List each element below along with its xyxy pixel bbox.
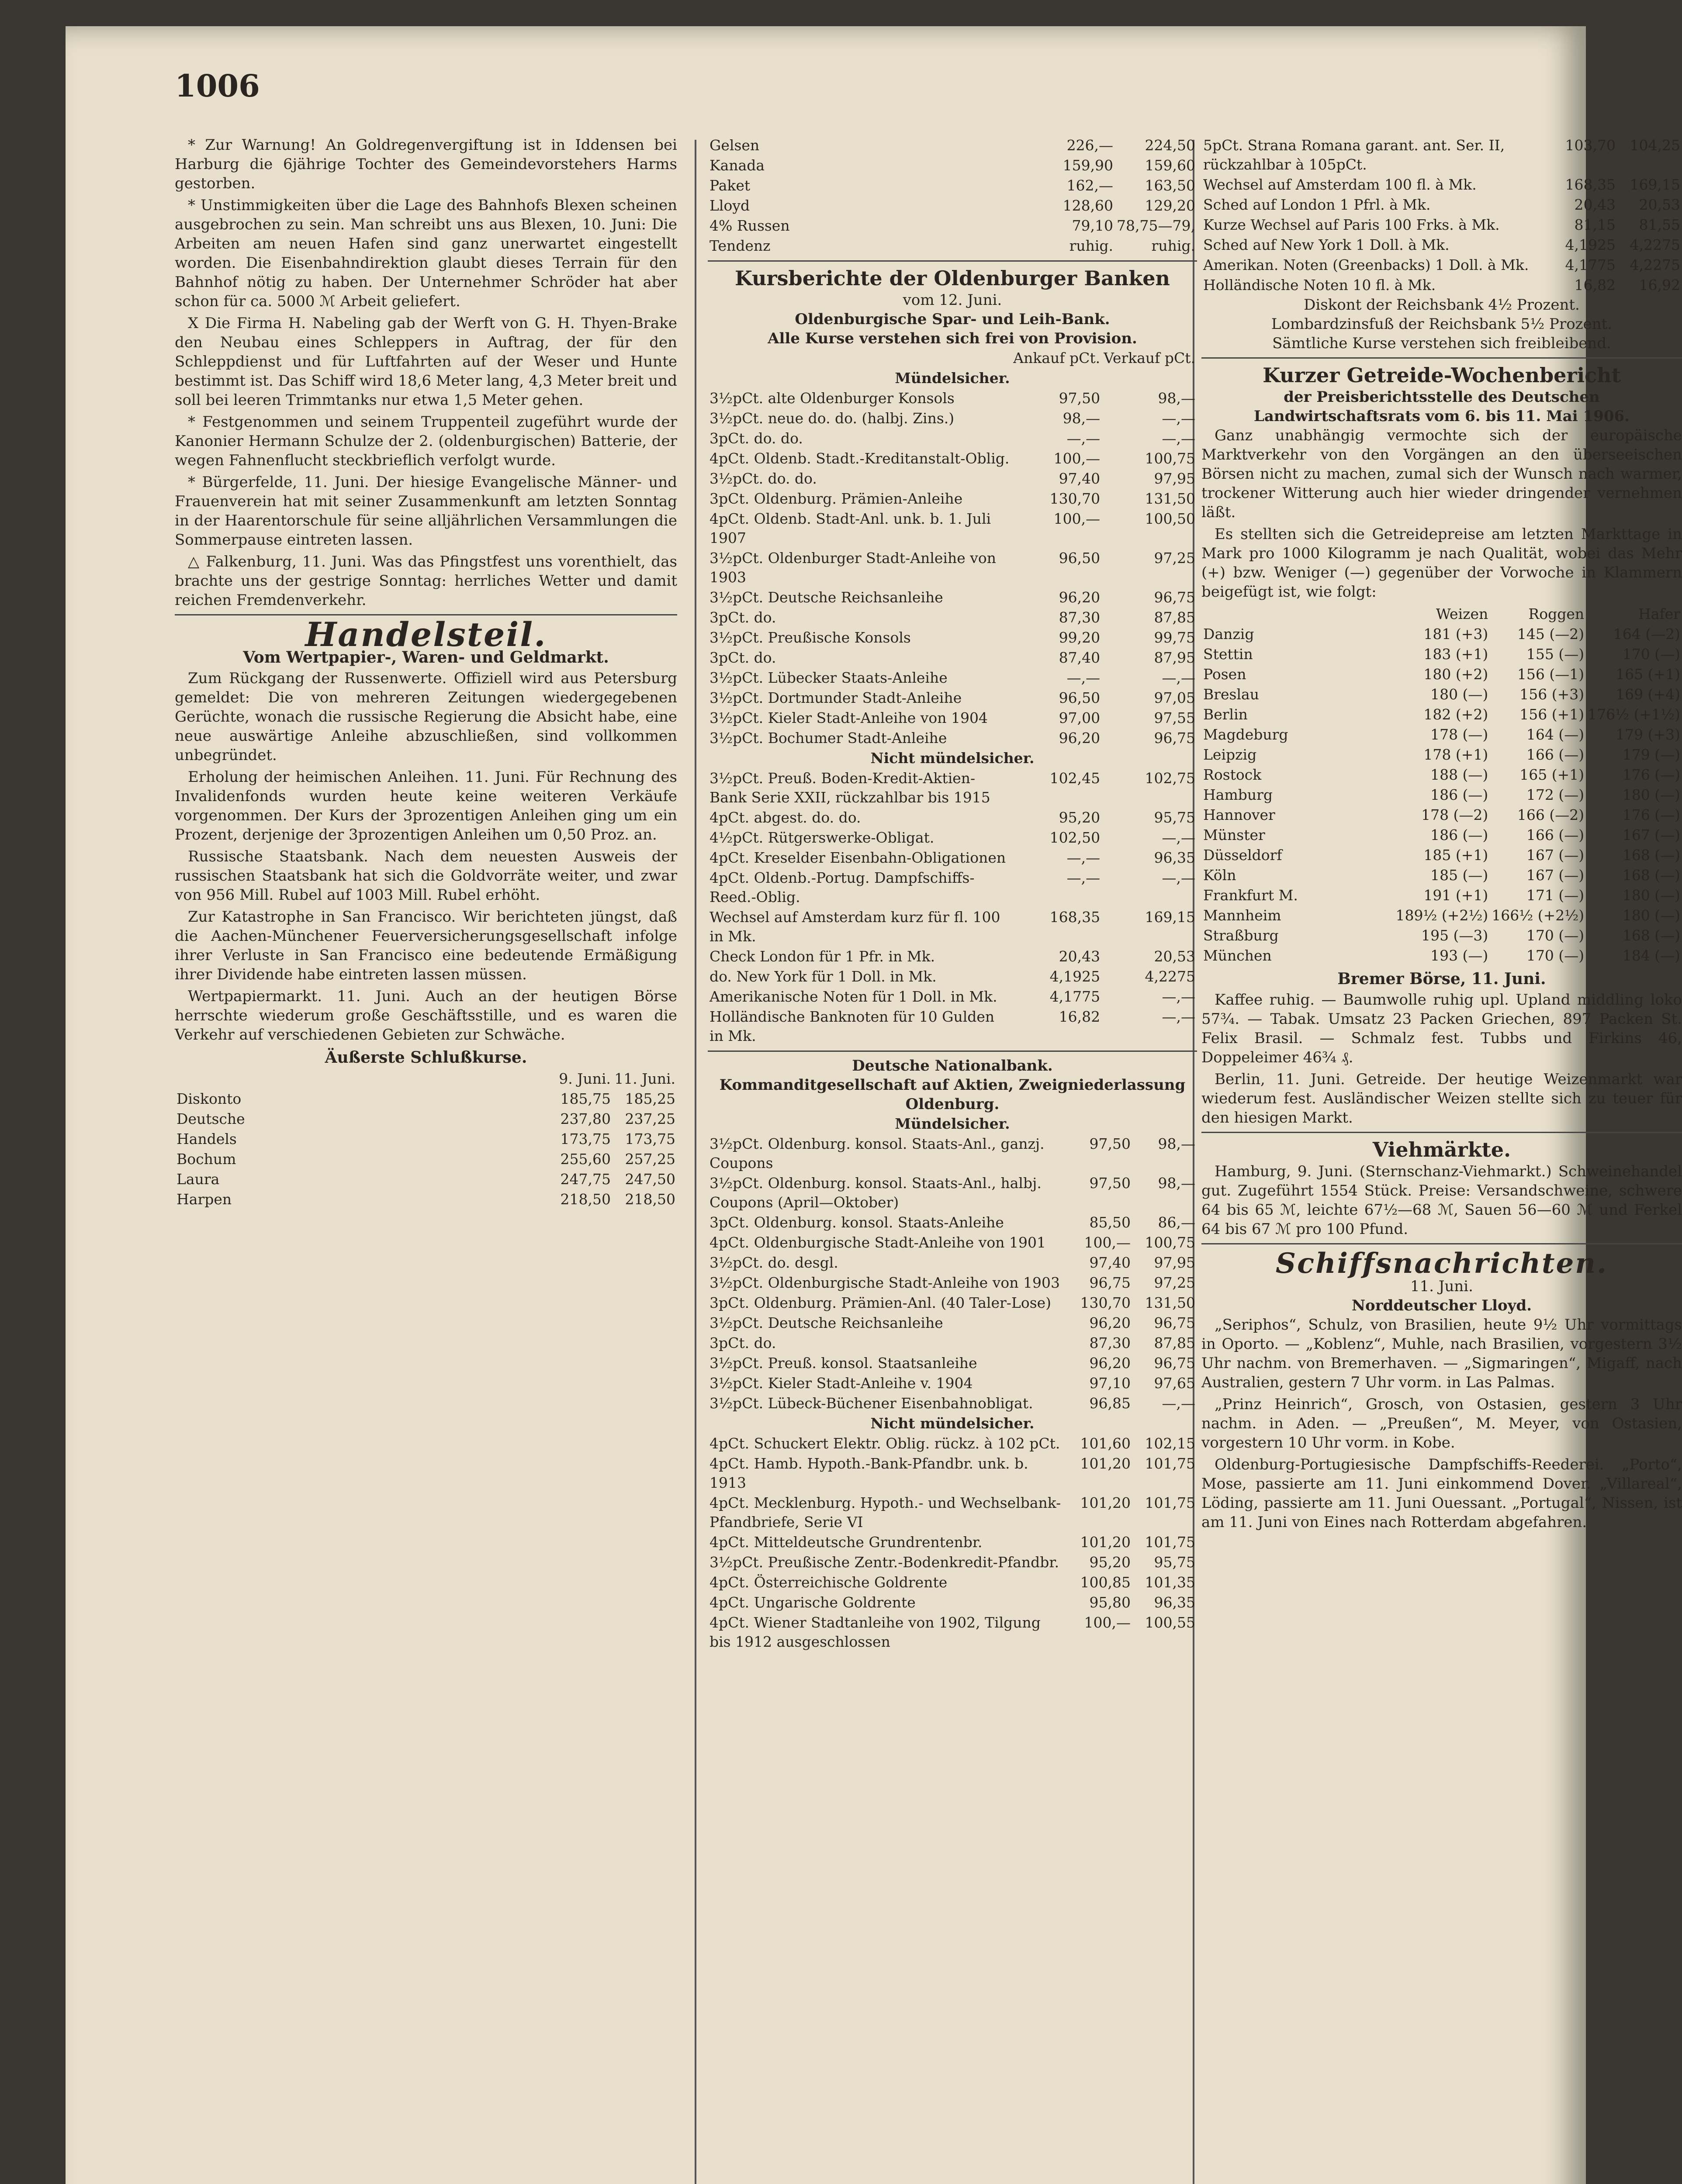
table-row: Handels 173,75 173,75 — [177, 1130, 675, 1147]
news-item: „Prinz Heinrich“, Grosch, von Ostasien, gestern 3 Uhr nachm. in Aden. — „Preußen“, M. Meyer, von Ostasien, vorgestern 10 Uhr vorm. in Kobe. — [1201, 1396, 1682, 1451]
table-row: 3½pCt. Oldenburg. konsol. Staats-Anl., halbj. Coupons (April—Oktober) 97,50 98,— — [709, 1175, 1195, 1211]
table-row: Kanada 159,90 159,60 — [709, 157, 1195, 174]
table-row: Mannheim 189½ (+2½) 166½ (+2½) 180 (—) — [1203, 907, 1680, 924]
news-item: * Unstimmigkeiten über die Lage des Bahnhofs Blexen scheinen ausgebrochen zu sein. Man schreibt uns aus Blexen, 10. Juni: Die Arbeiten am neuen Hafen sind ganz unerwartet eingestellt worden. Die Eisenbahndirektion glaubt dieses Terrain für den Bahnhof nötig zu haben. Der Unternehmer Schröder hat aber schon für ca. 5000 ℳ Arbeit geliefert. — [175, 197, 677, 310]
bank1-table — [708, 348, 1197, 1046]
table-row: Kurze Wechsel auf Paris 100 Frks. à Mk. 81,15 81,55 — [1203, 216, 1680, 233]
table-row: 3pCt. Oldenburg. Prämien-Anleihe 130,70 131,50 — [709, 490, 1195, 507]
news-item: Ganz unabhängig vermochte sich der europäische Marktverkehr von den Vorgängen an den überseeischen Börsen nicht zu machen, zumal sich der Wunsch nach warmer, trockener Witterung auch hier wieder dringender vernehmen läßt. — [1201, 427, 1682, 521]
section-title-handelsteil: Handelsteil. — [305, 615, 547, 654]
table-row: Düsseldorf 185 (+1) 167 (—) 168 (—) — [1203, 847, 1680, 864]
column-1 — [175, 135, 677, 2184]
table-row: Bochum 255,60 257,25 — [177, 1151, 675, 1168]
table-header: Ankauf pCt. Verkauf pCt. — [1013, 349, 1195, 366]
table-row: Lloyd 128,60 129,20 — [709, 197, 1195, 214]
table-row: Wechsel auf Amsterdam 100 fl. à Mk. 168,35 169,15 — [1203, 176, 1680, 193]
divider — [1201, 1243, 1682, 1244]
table-row: Deutsche 237,80 237,25 — [177, 1110, 675, 1127]
table-row: Wechsel auf Amsterdam kurz für fl. 100 in Mk. 168,35 169,15 — [709, 909, 1195, 945]
divider — [1201, 1132, 1682, 1133]
table-row: 4pCt. Mecklenburg. Hypoth.- und Wechselbank-Pfandbriefe, Serie VI 101,20 101,75 — [709, 1494, 1195, 1531]
table-row: 4pCt. Schuckert Elektr. Oblig. rückz. à 102 pCt. 101,60 102,15 — [709, 1435, 1195, 1452]
table-row: 3½pCt. Preußische Konsols 99,20 99,75 — [709, 629, 1195, 646]
section-date: vom 12. Juni. — [903, 291, 1002, 309]
grain-prices-table — [1201, 604, 1682, 966]
table-row: 3½pCt. Preuß. konsol. Staatsanleihe 96,20 96,75 — [709, 1355, 1195, 1372]
section-subtitle: der Preisberichtsstelle des Deutschen Landwirtschaftsrats vom 6. bis 11. Mai 1906. — [1253, 388, 1630, 425]
table-row: 3pCt. do. do. —,— —,— — [709, 430, 1195, 447]
newspaper-page — [66, 26, 1682, 2184]
table-row: 3pCt. do. 87,30 87,85 — [709, 1334, 1195, 1351]
table-row: 3½pCt. Kieler Stadt-Anleihe v. 1904 97,10 97,65 — [709, 1375, 1195, 1392]
table-row: Paket 162,— 163,50 — [709, 177, 1195, 194]
page-number: 1006 — [175, 68, 260, 104]
table-row: Laura 247,75 247,50 — [177, 1171, 675, 1188]
news-item: Es stellten sich die Getreidepreise am letzten Markttage in Mark pro 1000 Kilogramm je nach Qualität, wobei das Mehr (+) bzw. Weniger (—) gegenüber der Vorwoche in Klammern beigefügt ist, wie folgt: — [1201, 525, 1682, 601]
table-row: 3½pCt. Deutsche Reichsanleihe 96,20 96,75 — [709, 589, 1195, 606]
table-row: 4pCt. Mitteldeutsche Grundrentenbr. 101,20 101,75 — [709, 1534, 1195, 1551]
table-header: 9. Juni. 11. Juni. — [559, 1070, 675, 1087]
table-row: 3½pCt. Lübecker Staats-Anleihe —,— —,— — [709, 669, 1195, 686]
table-header: Weizen Roggen Hafer — [1436, 605, 1680, 622]
news-item: Zum Rückgang der Russenwerte. Offiziell wird aus Petersburg gemeldet: Die von mehreren Zeitungen wiedergegebenen Gerüchte, wonach die russische Regierung die Absicht habe, eine neue auswärtige Anleihe abzuschließen, sind vollkommen unbegründet. — [175, 670, 677, 764]
table-row: Diskonto 185,75 185,25 — [177, 1090, 675, 1107]
bank-name: Oldenburgische Spar- und Leih-Bank. — [795, 311, 1110, 328]
table-row: Straßburg 195 (—3) 170 (—) 168 (—) — [1203, 927, 1680, 944]
closing-prices-table — [175, 1069, 677, 1209]
table-row: do. New York für 1 Doll. in Mk. 4,1925 4,2275 — [709, 968, 1195, 985]
news-item: * Zur Warnung! An Goldregenvergiftung ist in Iddensen bei Harburg die 6jährige Tochter des Gemeindevorstehers Harms gestorben. — [175, 136, 677, 192]
table-row: Frankfurt M. 191 (+1) 171 (—) 180 (—) — [1203, 887, 1680, 904]
table-row: 4pCt. Oldenb. Stadt-Anl. unk. b. 1. Juli 1907 100,— 100,50 — [709, 510, 1195, 546]
column-2 — [708, 135, 1197, 2184]
news-item: „Seriphos“, Schulz, von Brasilien, heute 9½ Uhr vormittags in Oporto. — „Koblenz“, Muhle, nach Brasilien, vorgestern 3½ Uhr nachm. von Bremerhaven. — „Sigmaringen“, Migaff, nach Australien, gestern 7 Uhr vorm. in Las Palmas. — [1201, 1316, 1682, 1391]
table-row: Holländische Banknoten für 10 Gulden in Mk. 16,82 —,— — [709, 1008, 1195, 1044]
news-item: Russische Staatsbank. Nach dem neuesten Ausweis der russischen Staatsbank hat sich die Goldvorräte weiter, und zwar von 956 Mill. Rubel auf 1003 Mill. Rubel erhöht. — [175, 848, 677, 904]
table-row: 3½pCt. Preuß. Boden-Kredit-Aktien-Bank Serie XXII, rückzahlbar bis 1915 102,45 102,75 — [709, 770, 1195, 806]
table-row: 3½pCt. Deutsche Reichsanleihe 96,20 96,75 — [709, 1314, 1195, 1331]
table-row: 4pCt. Hamb. Hypoth.-Bank-Pfandbr. unk. b. 1913 101,20 101,75 — [709, 1455, 1195, 1491]
discount-line: Sämtliche Kurse verstehen sich freibleibend. — [1272, 335, 1611, 352]
table-row: Check London für 1 Pfr. in Mk. 20,43 20,53 — [709, 948, 1195, 965]
table-row: 3pCt. do. 87,40 87,95 — [709, 649, 1195, 666]
table-row: 4pCt. abgest. do. do. 95,20 95,75 — [709, 809, 1195, 826]
discount-line: Diskont der Reichsbank 4½ Prozent. — [1304, 296, 1580, 314]
news-item: * Bürgerfelde, 11. Juni. Der hiesige Evangelische Männer- und Frauenverein hat mit seiner Zusammenkunft am letzten Sonntag in der Haarentorschule für seine alljährlichen Versammlungen die Sommerpause eintreten lassen. — [175, 473, 677, 549]
column-rule — [695, 140, 696, 2184]
table-row: Sched auf London 1 Pfrl. à Mk. 20,43 20,53 — [1203, 196, 1680, 213]
table-row: 4pCt. Ungarische Goldrente 95,80 96,35 — [709, 1594, 1195, 1611]
section-title-getreide: Kurzer Getreide-Wochenbericht — [1263, 363, 1621, 387]
table-section: Nicht mündelsicher. — [870, 750, 1035, 767]
section-subtitle: Vom Wertpapier-, Waren- und Geldmarkt. — [243, 648, 609, 667]
table-row: 3½pCt. do. do. 97,40 97,95 — [709, 470, 1195, 487]
table-row: 3pCt. do. 87,30 87,85 — [709, 609, 1195, 626]
table-row: Tendenz ruhig. ruhig. — [709, 237, 1195, 254]
stock-table-top — [708, 135, 1197, 256]
table-row: Danzig 181 (+3) 145 (—2) 164 (—2) — [1203, 625, 1680, 643]
table-row: Sched auf New York 1 Doll. à Mk. 4,1925 4,2275 — [1203, 236, 1680, 253]
table-row: Hamburg 186 (—) 172 (—) 180 (—) — [1203, 786, 1680, 803]
table-row: Berlin 182 (+2) 156 (+1) 176½ (+1½) — [1203, 706, 1680, 723]
bank-note: Kommanditgesellschaft auf Aktien, Zweigniederlassung Oldenburg. — [719, 1076, 1186, 1113]
table-row: Amerikan. Noten (Greenbacks) 1 Doll. à Mk. 4,1775 4,2275 — [1203, 256, 1680, 273]
column-3 — [1201, 135, 1682, 2184]
bank-note: Alle Kurse verstehen sich frei von Provision. — [768, 330, 1137, 347]
table-row: Münster 186 (—) 166 (—) 167 (—) — [1203, 826, 1680, 843]
table-row: 3pCt. Oldenburg. Prämien-Anl. (40 Taler-Lose) 130,70 131,50 — [709, 1294, 1195, 1311]
table-row: Leipzig 178 (+1) 166 (—) 179 (—) — [1203, 746, 1680, 763]
table-row: Harpen 218,50 218,50 — [177, 1191, 675, 1208]
table-section: Mündelsicher. — [895, 370, 1010, 387]
news-item: Erholung der heimischen Anleihen. 11. Juni. Für Rechnung des Invalidenfonds wurden heute keine weiteren Verkäufe vorgenommen. Der Kurs der 3prozentigen Anleihen ging um ein Prozent, derjenige der 3prozentigen Anleihen um 0,50 Proz. an. — [175, 768, 677, 843]
table-row: 3½pCt. Oldenburg. konsol. Staats-Anl., ganzj. Coupons 97,50 98,— — [709, 1135, 1195, 1171]
table-row: 4pCt. Österreichische Goldrente 100,85 101,35 — [709, 1574, 1195, 1591]
table-row: 5pCt. Strana Romana garant. ant. Ser. II, rückzahlbar à 105pCt. 103,70 104,25 — [1203, 137, 1680, 173]
table-row: 3½pCt. Preußische Zentr.-Bodenkredit-Pfandbr. 95,20 95,75 — [709, 1554, 1195, 1571]
news-item: * Festgenommen und seinem Truppenteil zugeführt wurde der Kanonier Hermann Schulze der 2. (oldenburgischen) Batterie, der wegen Fahnenflucht steckbrieflich verfolgt wurde. — [175, 413, 677, 469]
table-row: Gelsen 226,— 224,50 — [709, 137, 1195, 154]
news-item: Berlin, 11. Juni. Getreide. Der heutige Weizenmarkt war wiederum fest. Ausländischer Weizen stellte sich zu teuer für den hiesigen Markt. — [1201, 1071, 1682, 1127]
table-row: 3½pCt. Lübeck-Büchener Eisenbahnobligat. 96,85 —,— — [709, 1395, 1195, 1412]
table-title: Äußerste Schlußkurse. — [325, 1048, 527, 1067]
news-item: Kaffee ruhig. — Baumwolle ruhig upl. Upland middling loko 57¾. — Tabak. Umsatz 23 Packen Griechen, 897 Packen St. Felix Brasil. — Schmalz fest. Tubbs und Firkins 46, Doppeleimer 46¾ ₰. — [1201, 991, 1682, 1066]
table-row: 3½pCt. Dortmunder Stadt-Anleihe 96,50 97,05 — [709, 689, 1195, 706]
table-row: 4% Russen 79,10 78,75—79, — [709, 217, 1195, 234]
table-row: 3½pCt. Bochumer Stadt-Anleihe 96,20 96,75 — [709, 729, 1195, 746]
table-row: 3½pCt. Oldenburger Stadt-Anleihe von 1903 96,50 97,25 — [709, 549, 1195, 586]
table-row: Rostock 188 (—) 165 (+1) 176 (—) — [1203, 766, 1680, 783]
table-row: 3½pCt. alte Oldenburger Konsols 97,50 98,— — [709, 390, 1195, 407]
news-item: △ Falkenburg, 11. Juni. Was das Pfingstfest uns vorenthielt, das brachte uns der gestrige Sonntag: herrliches Wetter und damit reichen Fremdenverkehr. — [175, 553, 677, 609]
section-title-boerse: Bremer Börse, 11. Juni. — [1337, 970, 1546, 988]
section-title-vieh: Viehmärkte. — [1372, 1138, 1511, 1161]
table-row: Magdeburg 178 (—) 164 (—) 179 (+3) — [1203, 726, 1680, 743]
table-row: 4pCt. Wiener Stadtanleihe von 1902, Tilgung bis 1912 ausgeschlossen 100,— 100,55 — [709, 1614, 1195, 1650]
table-row: 4½pCt. Rütgerswerke-Obligat. 102,50 —,— — [709, 829, 1195, 846]
news-item: X Die Firma H. Nabeling gab der Werft von G. H. Thyen-Brake den Neubau eines Schleppers in Auftrag, der für den Schleppdienst und für Luftfahrten auf der Weser und Hunte bestimmt ist. Das Schiff wird 18,6 Meter lang, 4,3 Meter breit und soll bei leeren Trimmtanks nur etwa 1,5 Meter gehen. — [175, 314, 677, 409]
section-date: 11. Juni. — [1410, 1278, 1473, 1295]
bank-name: Deutsche Nationalbank. — [852, 1057, 1053, 1075]
table-row: München 193 (—) 170 (—) 184 (—) — [1203, 947, 1680, 964]
table-row: 4pCt. Oldenburgische Stadt-Anleihe von 1901 100,— 100,75 — [709, 1234, 1195, 1251]
table-section: Mündelsicher. — [895, 1115, 1010, 1132]
table-row: Hannover 178 (—2) 166 (—2) 176 (—) — [1203, 806, 1680, 823]
table-row: Köln 185 (—) 167 (—) 168 (—) — [1203, 867, 1680, 884]
divider — [1201, 357, 1682, 359]
table-row: 3½pCt. Oldenburgische Stadt-Anleihe von 1903 96,75 97,25 — [709, 1274, 1195, 1291]
section-title-schiff: Schiffsnachrichten. — [1275, 1247, 1608, 1280]
table-row: 4pCt. Oldenb. Stadt.-Kreditanstalt-Oblig. 100,— 100,75 — [709, 450, 1195, 467]
table-row: Posen 180 (+2) 156 (—1) 165 (+1) — [1203, 666, 1680, 683]
section-subtitle: Norddeutscher Lloyd. — [1351, 1297, 1532, 1314]
exchange-table — [1201, 135, 1682, 295]
table-row: 3½pCt. do. desgl. 97,40 97,95 — [709, 1254, 1195, 1271]
news-item: Oldenburg-Portugiesische Dampfschiffs-Reederei. „Porto“, Mose, passierte am 11. Juni einkommend Dover. „Villareal“, Löding, passierte am 11. Juni Ouessant. „Portugal“, Nissen, ist am 11. Juni von Eines nach Rotterdam abgefahren. — [1201, 1456, 1682, 1531]
table-row: Breslau 180 (—) 156 (+3) 169 (+4) — [1203, 686, 1680, 703]
divider — [708, 1051, 1197, 1052]
discount-line: Lombardzinsfuß der Reichsbank 5½ Prozent. — [1271, 315, 1613, 333]
table-section: Nicht mündelsicher. — [870, 1415, 1035, 1432]
table-row: 3½pCt. Kieler Stadt-Anleihe von 1904 97,00 97,55 — [709, 709, 1195, 726]
news-item: Hamburg, 9. Juni. (Sternschanz-Viehmarkt.) Schweinehandel gut. Zugeführt 1554 Stück. Preise: Versandschweine, schwere 64 bis 65 ℳ, leichte 67½—68 ℳ, Sauen 56—60 ℳ und Ferkel 64 bis 67 ℳ pro 100 Pfund. — [1201, 1163, 1682, 1238]
divider — [708, 260, 1197, 262]
table-row: Amerikanische Noten für 1 Doll. in Mk. 4,1775 —,— — [709, 988, 1195, 1005]
table-row: 4pCt. Oldenb.-Portug. Dampfschiffs-Reed.-Oblig. —,— —,— — [709, 869, 1195, 905]
table-row: 3pCt. Oldenburg. konsol. Staats-Anleihe 85,50 86,— — [709, 1214, 1195, 1231]
news-item: Zur Katastrophe in San Francisco. Wir berichteten jüngst, daß die Aachen-Münchener Feuerversicherungsgesellschaft infolge ihrer Verluste in San Francisco eine bedeutende Ermäßigung ihrer Dividende habe eintreten lassen müssen. — [175, 908, 677, 983]
table-row: Holländische Noten 10 fl. à Mk. 16,82 16,92 — [1203, 276, 1680, 294]
bank2-table — [708, 1114, 1197, 1652]
table-row: 3½pCt. neue do. do. (halbj. Zins.) 98,— —,— — [709, 410, 1195, 427]
news-item: Wertpapiermarkt. 11. Juni. Auch an der heutigen Börse herrschte wiederum große Geschäftsstille, und es waren die Verkehr auf verschiedenen Gebieten zur Schwäche. — [175, 988, 677, 1044]
table-row: Stettin 183 (+1) 155 (—) 170 (—) — [1203, 646, 1680, 663]
section-title-kursberichte: Kursberichte der Oldenburger Banken — [734, 266, 1170, 290]
table-row: 4pCt. Kreselder Eisenbahn-Obligationen —,— 96,35 — [709, 849, 1195, 866]
